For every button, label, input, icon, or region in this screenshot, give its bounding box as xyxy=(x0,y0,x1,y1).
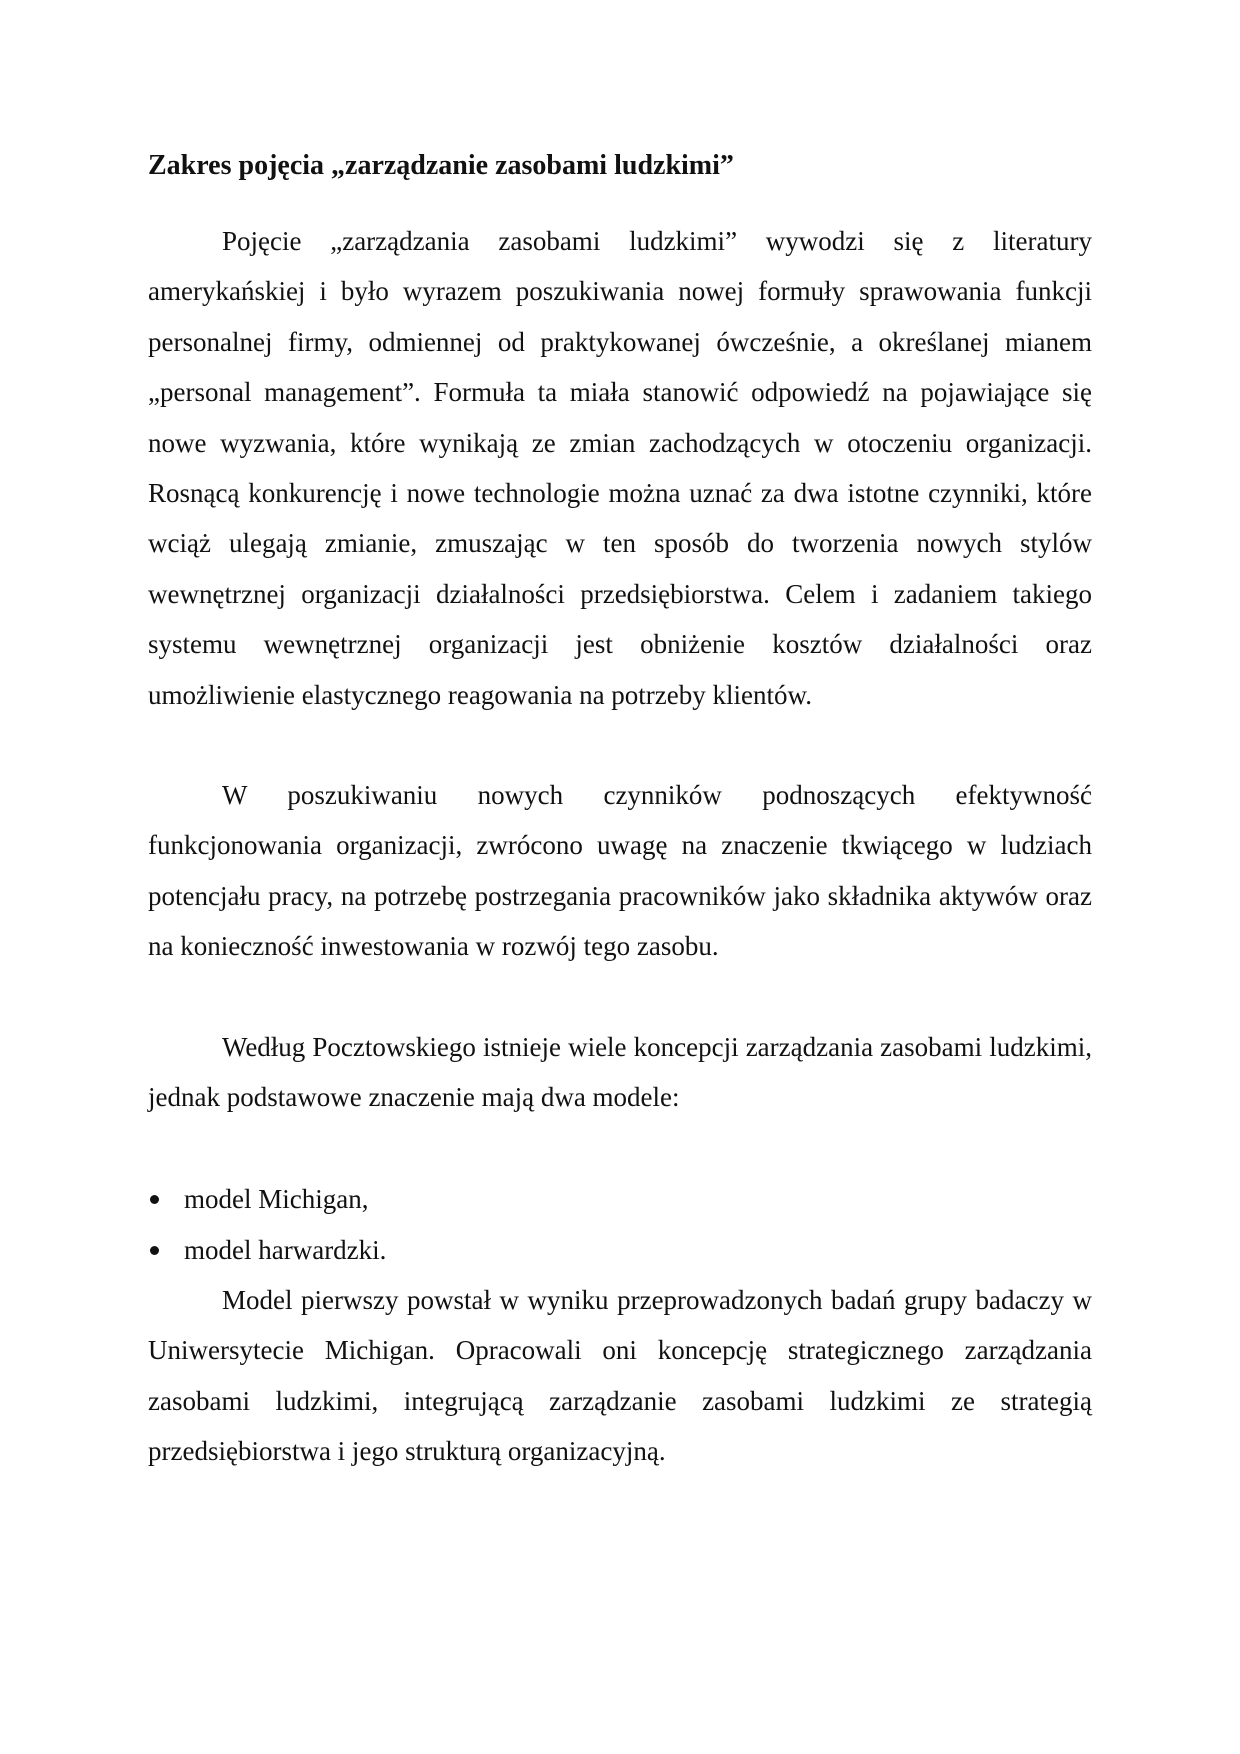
paragraph-new-factors: W poszukiwaniu nowych czynników podnoszących efektywność funkcjonowania organizacji, zwrócono uwagę na znaczenie tkwiącego w ludziach potencjału pracy, na potrzebę postrzegania pracowników jako składnika aktywów oraz na konieczność inwestowania w rozwój tego zasobu. xyxy=(148,780,1092,962)
paragraph-intro: Pojęcie „zarządzania zasobami ludzkimi” wywodzi się z literatury amerykańskiej i było wyrazem poszukiwania nowej formuły sprawowania funkcji personalnej firmy, odmiennej od praktykowanej ówcześnie, a określanej mianem „personal management”. Formuła ta miała stanowić odpowiedź na pojawiające się nowe wyzwania, które wynikają ze zmian zachodzących w otoczeniu organizacji. Rosnącą konkurencję i nowe technologie można uznać za dwa istotne czynniki, które wciąż ulegają zmianie, zmuszając w ten sposób do tworzenia nowych stylów wewnętrznej organizacji działalności przedsiębiorstwa. Celem i zadaniem takiego systemu wewnętrznej organizacji jest obniżenie kosztów działalności oraz umożliwienie elastycznego reagowania na potrzeby klientów. xyxy=(148,226,1092,710)
document-title: Zakres pojęcia „zarządzanie zasobami ludzkimi” xyxy=(148,150,734,181)
list-item-label: model harwardzki. xyxy=(184,1235,387,1265)
bullet-icon xyxy=(150,1195,159,1204)
bullet-icon xyxy=(150,1246,159,1255)
list-item xyxy=(148,1174,386,1225)
paragraph-pocztowski: Według Pocztowskiego istnieje wiele koncepcji zarządzania zasobami ludzkimi, jednak podstawowe znaczenie mają dwa modele: xyxy=(148,1032,1092,1113)
models-list xyxy=(148,1174,386,1276)
list-item-label: model Michigan, xyxy=(184,1184,369,1214)
list-item xyxy=(148,1225,386,1276)
paragraph-michigan-model: Model pierwszy powstał w wyniku przeprowadzonych badań grupy badaczy w Uniwersytecie Michigan. Opracowali oni koncepcję strategicznego zarządzania zasobami ludzkimi, integrującą zarządzanie zasobami ludzkimi ze strategią przedsiębiorstwa i jego strukturą organizacyjną. xyxy=(148,1285,1092,1467)
